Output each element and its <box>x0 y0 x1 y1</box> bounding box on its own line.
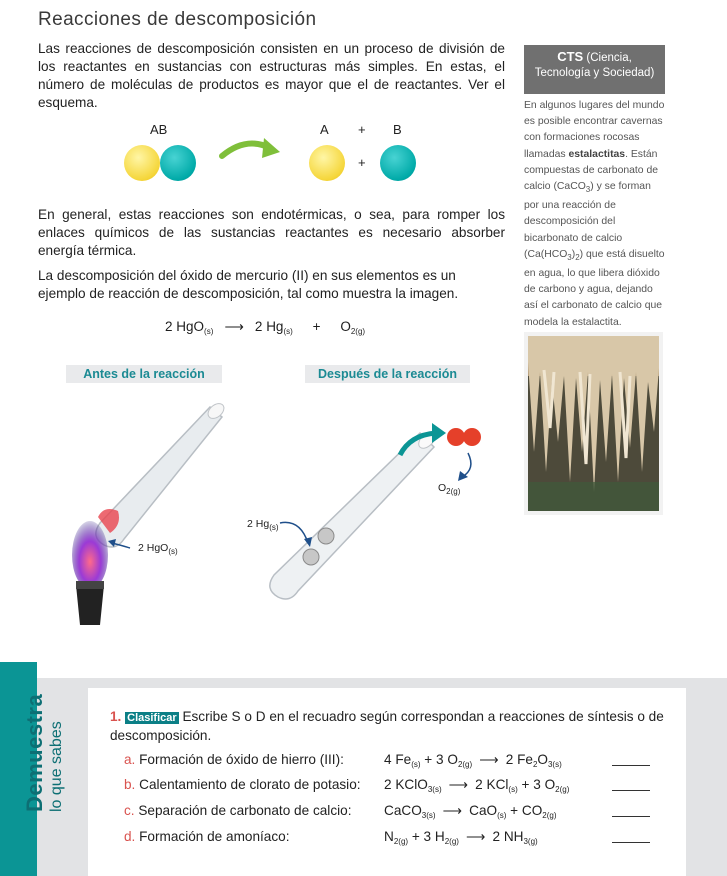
answer-blank-b[interactable] <box>612 790 650 791</box>
answer-blank-a[interactable] <box>612 765 650 766</box>
page-title: Reacciones de descomposición <box>38 9 317 30</box>
activity-prompt: 1. Clasificar Escribe S o D en el recuadro según correspondan a reacciones de síntesis o de descomposición. <box>110 709 664 743</box>
o2-label: $O_{2(g)}$ <box>438 482 461 496</box>
equation-c: CaCO$_{3(s)}$ ⟶ $CaO_{(s)} + CO_{2(g)}$ <box>384 803 557 820</box>
stalactite-photo <box>524 332 663 515</box>
after-reaction-caption: Después de la reacción <box>305 365 470 383</box>
equation-a: 4 $Fe_{(s)} + 3$ $O_{2(g)}$ ⟶ 2 $Fe_2O_{3(s)}$ <box>384 752 562 769</box>
intro-paragraph: Las reacciones de descomposición consisten en un proceso de división de los reactantes en sustancias con estructuras más simples. En estas, el número de moléculas de productos es mayor que el de reactantes. Ver el esquema. <box>38 41 505 110</box>
scheme-plus-top: + <box>358 122 366 137</box>
hgo-label: 2 HgO$_{(s)}$ <box>138 542 178 556</box>
reaction-equation: 2 HgO$_{(s)}$ ⟶ 2 $Hg_{(s)} + O_{2(g)}$ <box>165 319 366 336</box>
test-tube-heating-illustration <box>60 395 230 625</box>
item-b: b. Calentamiento de clorato de potasio: <box>124 777 361 792</box>
answer-blank-d[interactable] <box>612 842 650 843</box>
cts-text: En algunos lugares del mundo es posible encontrar cavernas con formaciones rocosas llamadas estalactitas. Están compuestas de carbonato de calcio (CaCO$_3$) y se forman por una reacción de descomposición del bicarbonato de calcio $(Ca(HCO_3)_2)$ que está disuelto en agua, lo que libera dióxido de carbono y agua, dejando así el carbonato de calcio que modela la estalactita. <box>524 100 665 328</box>
item-d: d. Formación de amoníaco: <box>124 829 290 844</box>
endothermic-paragraph: En general, estas reacciones son endotérmicas, o sea, para romper los enlaces químicos de las sustancias reactantes es necesario absorber energía térmica. <box>38 207 505 258</box>
test-tube-products-illustration <box>250 415 500 625</box>
scheme-plus-middle: + <box>358 155 366 170</box>
item-a: a. Formación de óxido de hierro (III): <box>124 752 344 767</box>
equation-b: 2 KClO$_{3(s)}$ ⟶ 2 KCl$_{(s)}$ + 3 $O_{2(g)}$ <box>384 777 570 794</box>
scheme-reactant-label: AB <box>150 122 168 137</box>
section-label: Demuestra lo que sabes <box>22 693 65 812</box>
arrow-icon <box>218 132 284 166</box>
molecule-b-sphere <box>160 145 196 181</box>
atom-a-sphere <box>309 145 345 181</box>
cts-header: CTS (Ciencia, Tecnología y Sociedad) <box>524 45 665 94</box>
equation-d: $N_{2(g)} + 3$ $H_{2(g)}$ ⟶ 2 $NH_{3(g)}$ <box>384 829 538 846</box>
atom-b-sphere <box>380 145 416 181</box>
scheme-product-a-label: A <box>320 122 329 137</box>
before-reaction-caption: Antes de la reacción <box>66 365 222 383</box>
molecule-a-sphere <box>124 145 160 181</box>
hg-label: 2 $Hg_{(s)}$ <box>247 518 279 532</box>
skill-badge: Clasificar <box>127 712 177 724</box>
item-c: c. Separación de carbonato de calcio: <box>124 803 352 818</box>
mercury-paragraph: La descomposición del óxido de mercurio (II) en sus elementos es un ejemplo de reacción de descomposición, tal como muestra la imagen. <box>38 268 459 301</box>
scheme-product-b-label: B <box>393 122 402 137</box>
answer-blank-c[interactable] <box>612 816 650 817</box>
